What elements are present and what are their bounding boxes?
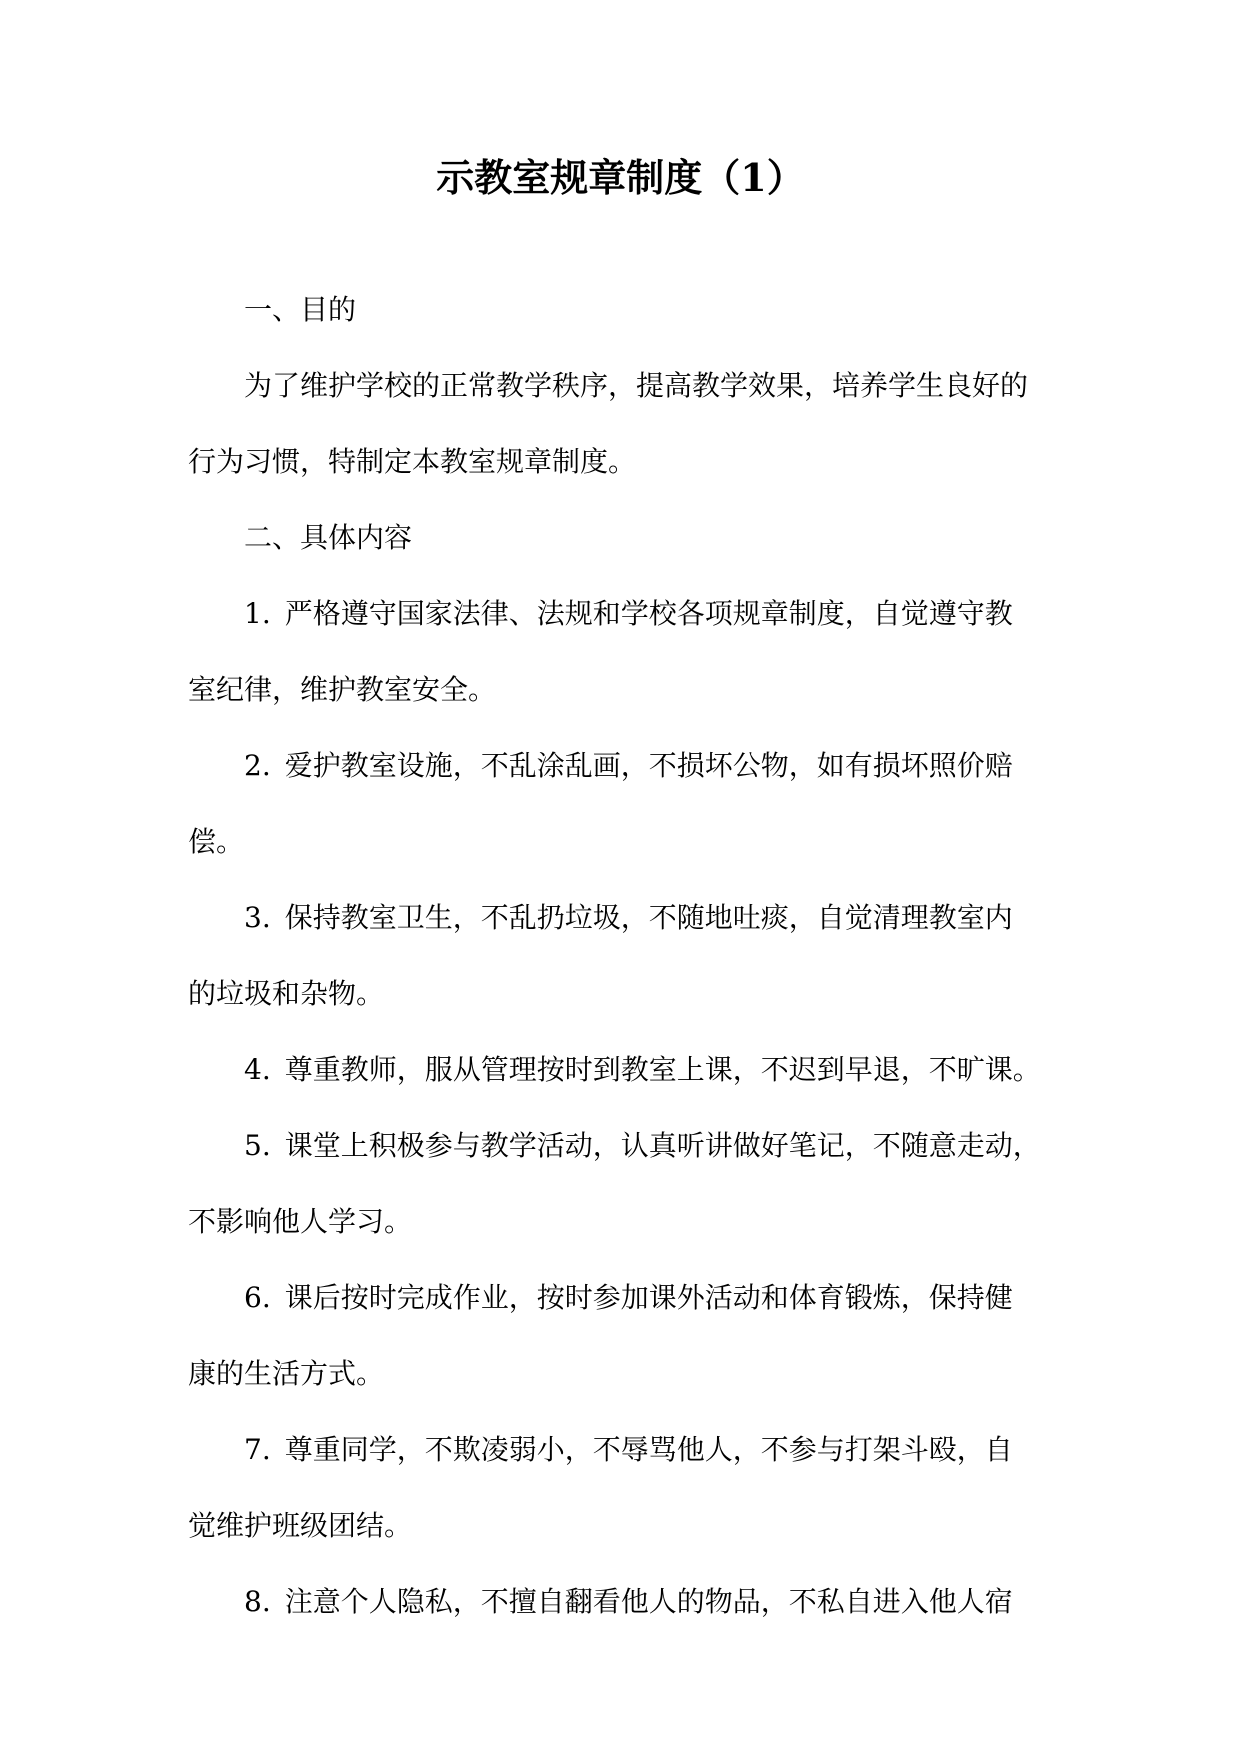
rule-2-text: 爱护教室设施，不乱涂乱画，不损坏公物，如有损坏照价赔 xyxy=(284,749,1013,782)
rule-4-text: 尊重教师，服从管理按时到教室上课，不迟到早退，不旷课。 xyxy=(284,1053,1041,1086)
rule-6-line-2: 康的生活方式。 xyxy=(188,1357,385,1390)
document-title: 示教室规章制度（1） xyxy=(436,155,805,200)
rule-1-line-1 xyxy=(188,576,1058,652)
rule-8-text: 注意个人隐私，不擅自翻看他人的物品，不私自进入他人宿 xyxy=(284,1585,1013,1618)
rule-7-line-1 xyxy=(188,1412,1058,1488)
rule-1-line-2: 室纪律，维护教室安全。 xyxy=(188,673,497,706)
rule-5-text: 课堂上积极参与教学活动，认真听讲做好笔记，不随意走动， xyxy=(284,1129,1041,1162)
rule-3-number: 3. xyxy=(244,901,271,934)
rule-3-line-1 xyxy=(188,880,1058,956)
rule-8-number: 8. xyxy=(244,1585,271,1618)
purpose-paragraph-line-1: 为了维护学校的正常教学秩序，提高教学效果，培养学生良好的 xyxy=(244,369,1029,402)
rule-6-line-1 xyxy=(188,1260,1058,1336)
rule-2-line-2: 偿。 xyxy=(188,825,245,858)
rule-6-number: 6. xyxy=(244,1281,271,1314)
rule-6-text: 课后按时完成作业，按时参加课外活动和体育锻炼，保持健 xyxy=(284,1281,1013,1314)
rule-7-text: 尊重同学，不欺凌弱小，不辱骂他人，不参与打架斗殴，自 xyxy=(284,1433,1013,1466)
rule-4-number: 4. xyxy=(244,1053,271,1086)
rule-4-line-1 xyxy=(188,1032,1058,1108)
rule-5-line-1 xyxy=(188,1108,1058,1184)
rule-7-line-2: 觉维护班级团结。 xyxy=(188,1509,413,1542)
rule-7-number: 7. xyxy=(244,1433,271,1466)
rule-1-number: 1. xyxy=(244,597,271,630)
rule-3-line-2: 的垃圾和杂物。 xyxy=(188,977,385,1010)
purpose-heading: 一、目的 xyxy=(244,293,357,326)
rule-8-line-1 xyxy=(188,1564,1058,1640)
rule-5-line-2: 不影响他人学习。 xyxy=(188,1205,413,1238)
rule-3-text: 保持教室卫生，不乱扔垃圾，不随地吐痰，自觉清理教室内 xyxy=(284,901,1013,934)
rule-1-text: 严格遵守国家法律、法规和学校各项规章制度，自觉遵守教 xyxy=(284,597,1013,630)
rule-5-number: 5. xyxy=(244,1129,271,1162)
rule-2-number: 2. xyxy=(244,749,271,782)
rule-2-line-1 xyxy=(188,728,1058,804)
content-heading: 二、具体内容 xyxy=(244,521,413,554)
purpose-paragraph-line-2: 行为习惯，特制定本教室规章制度。 xyxy=(188,445,637,478)
document-body xyxy=(188,272,1058,1640)
